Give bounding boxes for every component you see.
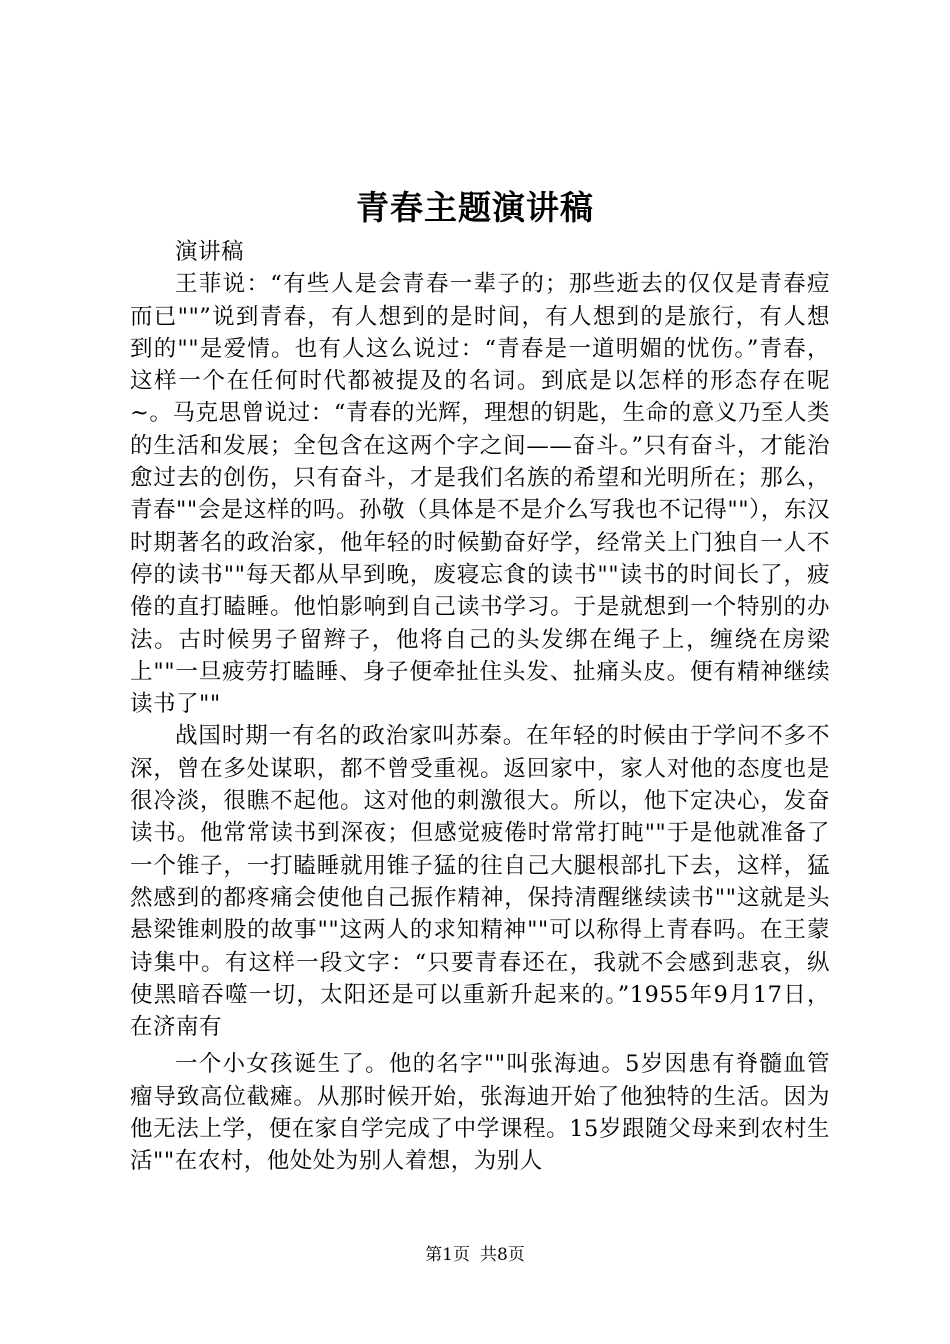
paragraph: 一个小女孩诞生了。他的名字""叫张海迪。5岁因患有脊髓血管瘤导致高位截瘫。从那时候开始，张海迪开始了他独特的生活。因为他无法上学，便在家自学完成了中学课程。15岁跟随父母来到农村生活""在农村，他处处为别人着想，为别人 bbox=[130, 1051, 830, 1175]
page-total: 共8页 bbox=[480, 1245, 525, 1265]
page-footer bbox=[0, 1240, 950, 1265]
document-body bbox=[130, 236, 830, 1178]
page-number: 第1页 bbox=[425, 1245, 470, 1265]
paragraph: 王菲说：“有些人是会青春一辈子的；那些逝去的仅仅是青春痘而已""”说到青春，有人想到的是时间，有人想到的是旅行，有人想到的""是爱情。也有人这么说过：“青春是一道明媚的忧伤。”青春，这样一个在任何时代都被提及的名词。到底是以怎样的形态存在呢~。马克思曾说过：“青春的光辉，理想的钥匙，生命的意义乃至人类的生活和发展；全包含在这两个字之间——奋斗。”只有奋斗，才能治愈过去的创伤，只有奋斗，才是我们名族的希望和光明所在；那么，青春""会是这样的吗。孙敬（具体是不是介么写我也不记得""），东汉时期著名的政治家，他年轻的时候勤奋好学，经常关上门独自一人不停的读书""每天都从早到晚，废寝忘食的读书""读书的时间长了，疲倦的直打瞌睡。他怕影响到自己读书学习。于是就想到一个特别的办法。古时候男子留辫子，他将自己的头发绑在绳子上，缠绕在房梁上""一旦疲劳打瞌睡、身子便牵扯住头发、扯痛头皮。便有精神继续读书了"" bbox=[130, 271, 830, 718]
paragraph-subtitle: 演讲稿 bbox=[175, 239, 245, 265]
document-title: 青春主题演讲稿 bbox=[356, 188, 594, 227]
paragraph: 战国时期一有名的政治家叫苏秦。在年轻的时候由于学问不多不深，曾在多处谋职，都不曾受重视。返回家中，家人对他的态度也是很冷淡，很瞧不起他。这对他的刺激很大。所以，他下定决心，发奋读书。他常常读书到深夜；但感觉疲倦时常常打盹""于是他就准备了一个锥子，一打瞌睡就用锥子猛的往自己大腿根部扎下去，这样，猛然感到的都疼痛会使他自己振作精神，保持清醒继续读书""这就是头悬梁锥刺股的故事""这两人的求知精神""可以称得上青春吗。在王蒙诗集中。有这样一段文字：“只要青春还在，我就不会感到悲哀，纵使黑暗吞噬一切，太阳还是可以重新升起来的。”1955年9月17日，在济南有 bbox=[130, 723, 830, 1041]
